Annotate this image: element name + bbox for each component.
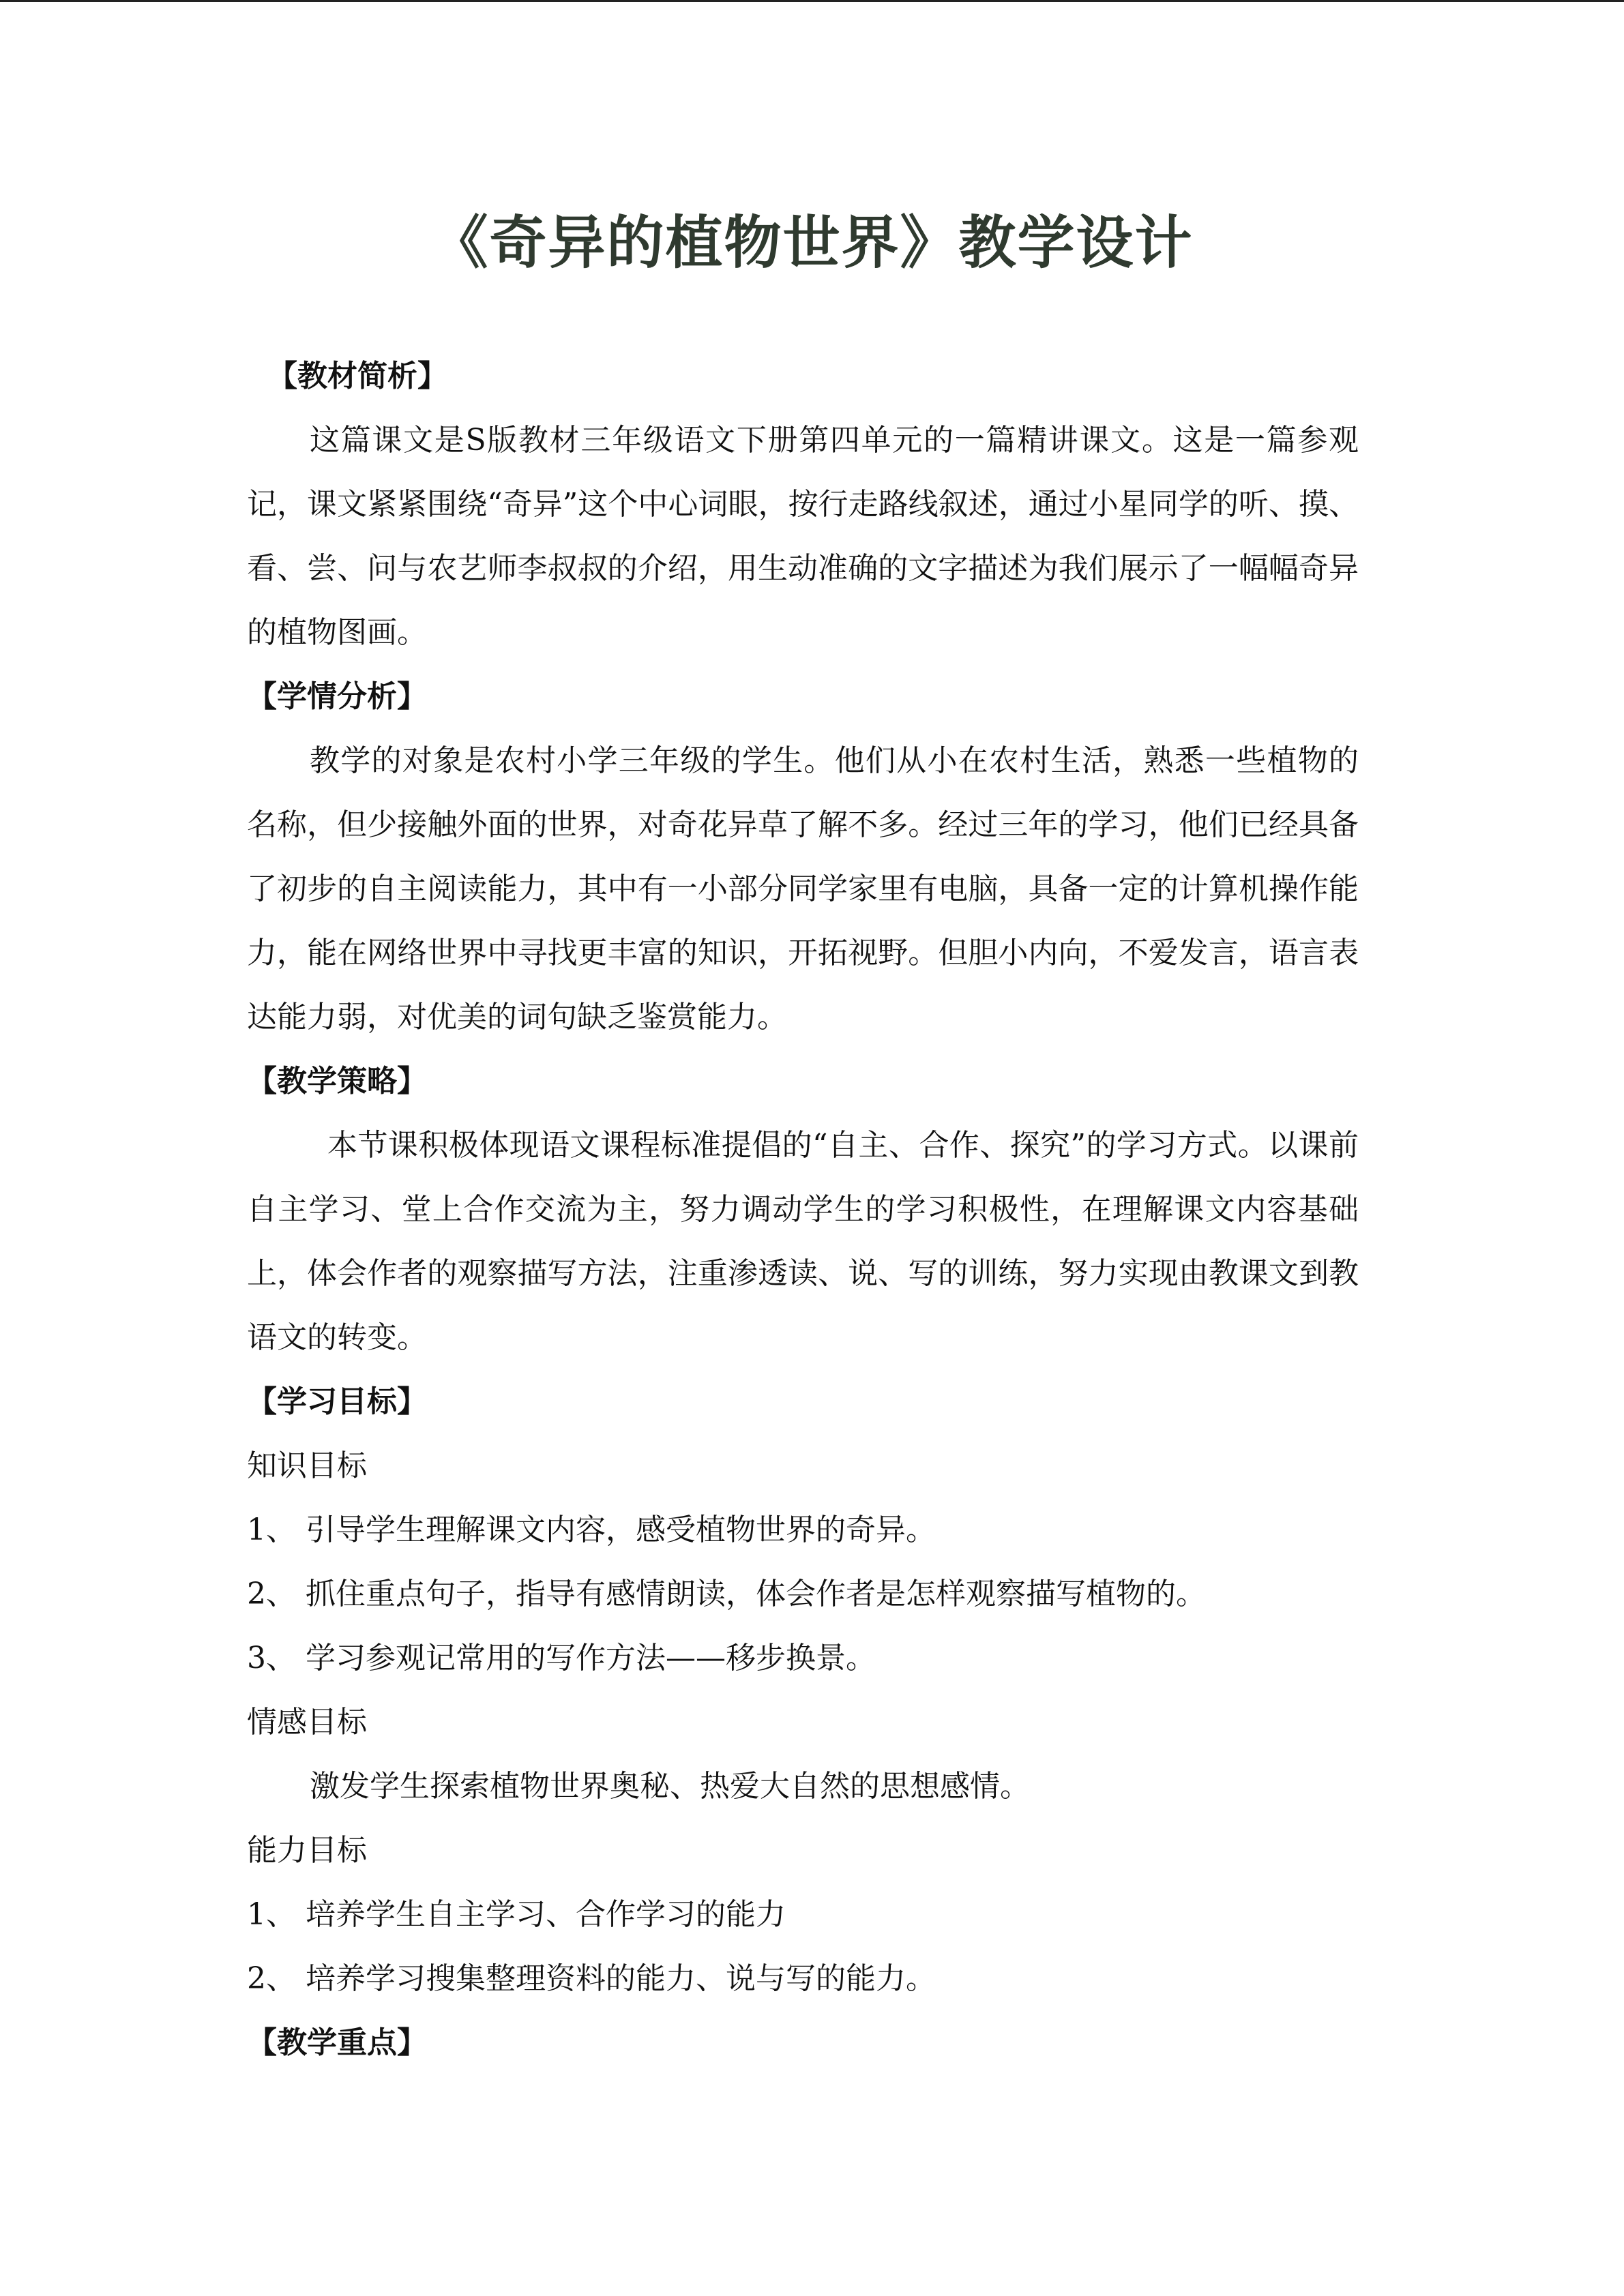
knowledge-goal-item (247, 1626, 1359, 1690)
ability-goal-item (247, 1947, 1359, 2011)
knowledge-goals-label: 知识目标 (247, 1448, 367, 1483)
document-body (247, 344, 1359, 2075)
list-item-text: 引导学生理解课文内容，感受植物世界的奇异。 (306, 1512, 936, 1547)
list-number: 1、 (247, 1897, 296, 1932)
list-number: 2、 (247, 1961, 296, 1996)
paragraph-textbook-analysis: 这篇课文是S版教材三年级语文下册第四单元的一篇精讲课文。这是一篇参观记，课文紧紧围绕“奇异”这个中心词眼，按行走路线叙述，通过小星同学的听、摸、看、尝、问与农艺师李叔叔的介绍，用生动准确的文字描述为我们展示了一幅幅奇异的植物图画。 (247, 423, 1359, 650)
section-heading-teaching-strategy: 【教学策略】 (247, 1064, 427, 1099)
section-heading-teaching-focus: 【教学重点】 (247, 2025, 427, 2060)
list-number: 1、 (247, 1512, 296, 1547)
list-item-text: 学习参观记常用的写作方法——移步换景。 (306, 1641, 876, 1675)
section-heading-student-analysis: 【学情分析】 (247, 679, 427, 714)
list-number: 3、 (247, 1641, 296, 1675)
ability-goals-label: 能力目标 (247, 1833, 367, 1868)
paragraph-student-analysis: 教学的对象是农村小学三年级的学生。他们从小在农村生活，熟悉一些植物的名称，但少接触外面的世界，对奇花异草了解不多。经过三年的学习，他们已经具备了初步的自主阅读能力，其中有一小部分同学家里有电脑，具备一定的计算机操作能力，能在网络世界中寻找更丰富的知识，开拓视野。但胆小内向，不爱发言，语言表达能力弱，对优美的词句缺乏鉴赏能力。 (247, 743, 1359, 1034)
paragraph-teaching-strategy: 本节课积极体现语文课程标准提倡的“自主、合作、探究”的学习方式。以课前自主学习、堂上合作交流为主，努力调动学生的学习积极性，在理解课文内容基础上，体会作者的观察描写方法，注重渗透读、说、写的训练，努力实现由教课文到教语文的转变。 (247, 1128, 1359, 1355)
list-item-text: 培养学生自主学习、合作学习的能力 (306, 1897, 786, 1932)
emotion-goal-text: 激发学生探索植物世界奥秘、热爱大自然的思想感情。 (310, 1769, 1030, 1804)
section-heading-learning-goals: 【学习目标】 (247, 1384, 427, 1419)
emotion-goals-label: 情感目标 (247, 1705, 367, 1740)
list-item-text: 抓住重点句子，指导有感情朗读，体会作者是怎样观察描写植物的。 (306, 1577, 1206, 1611)
document-title: 《奇异的植物世界》教学设计 (430, 209, 1194, 276)
list-item-text: 培养学习搜集整理资料的能力、说与写的能力。 (306, 1961, 936, 1996)
knowledge-goal-item (247, 1562, 1359, 1626)
page-top-border (0, 0, 1624, 2)
ability-goal-item (247, 1883, 1359, 1947)
knowledge-goal-item (247, 1498, 1359, 1562)
section-heading-textbook-analysis: 【教材简析】 (267, 359, 447, 393)
list-number: 2、 (247, 1577, 296, 1611)
